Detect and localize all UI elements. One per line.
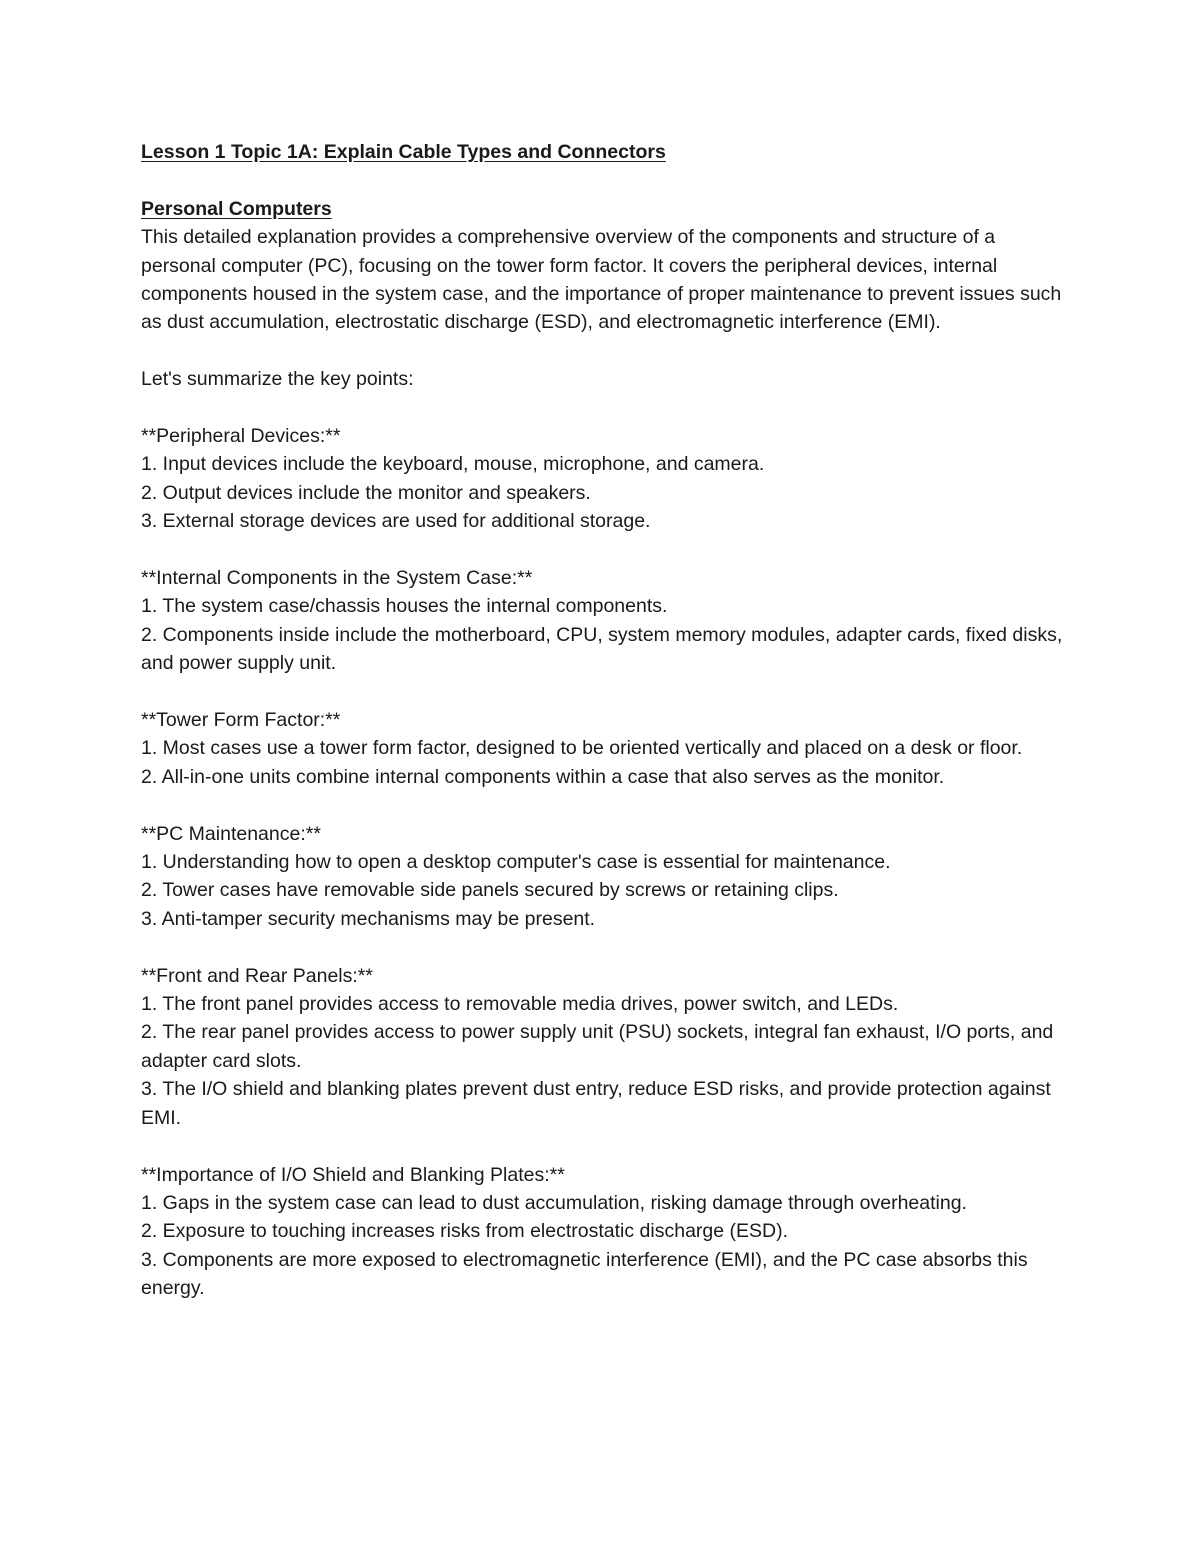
list-item: 2. Exposure to touching increases risks from electrostatic discharge (ESD). [141, 1220, 789, 1243]
intro-paragraph: This detailed explanation provides a comprehensive overview of the components and structure of a personal computer (PC), focusing on the tower form factor. It covers the peripheral devices, internal components housed in the system case, and the importance of proper maintenance to prevent issues such as dust accumulation, electrostatic discharge (ESD), and electromagnetic interference (EMI). [141, 226, 1062, 334]
list-item: 2. Components inside include the motherboard, CPU, system memory modules, adapter cards, fixed disks, and power supply unit. [141, 623, 1063, 675]
list-item: 1. Gaps in the system case can lead to dust accumulation, risking damage through overheating. [141, 1191, 967, 1214]
summary-section [141, 820, 1066, 934]
list-item: 2. Tower cases have removable side panels secured by screws or retaining clips. [141, 879, 839, 902]
document-page [141, 138, 1066, 1303]
summary-section [141, 1161, 1066, 1303]
summary-section [141, 422, 1066, 536]
list-item: 1. The system case/chassis houses the internal components. [141, 595, 668, 618]
list-item: 2. All-in-one units combine internal components within a case that also serves as the monitor. [141, 765, 945, 788]
summary-section-title: **PC Maintenance:** [141, 822, 321, 845]
list-item: 1. Most cases use a tower form factor, designed to be oriented vertically and placed on a desk or floor. [141, 737, 1023, 760]
summary-section-title: **Importance of I/O Shield and Blanking Plates:** [141, 1163, 565, 1186]
list-item: 3. External storage devices are used for additional storage. [141, 510, 651, 533]
summary-section [141, 962, 1066, 1132]
list-item: 3. Components are more exposed to electromagnetic interference (EMI), and the PC case absorbs this energy. [141, 1248, 1028, 1300]
list-item: 1. The front panel provides access to removable media drives, power switch, and LEDs. [141, 993, 899, 1016]
summary-section [141, 564, 1066, 678]
summary-section-title: **Peripheral Devices:** [141, 425, 341, 448]
spacer [141, 1132, 1066, 1160]
spacer [141, 933, 1066, 961]
section-heading: Personal Computers [141, 197, 332, 220]
summary-section-title: **Tower Form Factor:** [141, 709, 341, 732]
list-item: 1. Understanding how to open a desktop computer's case is essential for maintenance. [141, 851, 891, 874]
spacer [141, 536, 1066, 564]
document-title: Lesson 1 Topic 1A: Explain Cable Types and Connectors [141, 141, 666, 163]
summary-lead: Let's summarize the key points: [141, 368, 414, 391]
list-item: 1. Input devices include the keyboard, mouse, microphone, and camera. [141, 453, 765, 476]
summary-section-title: **Internal Components in the System Case:** [141, 567, 533, 590]
summary-section [141, 706, 1066, 791]
summary-blocks [141, 394, 1066, 1303]
spacer [141, 791, 1066, 819]
spacer [141, 394, 1066, 422]
list-item: 3. The I/O shield and blanking plates prevent dust entry, reduce ESD risks, and provide protection against EMI. [141, 1078, 1051, 1129]
list-item: 2. Output devices include the monitor and speakers. [141, 481, 591, 504]
list-item: 2. The rear panel provides access to power supply unit (PSU) sockets, integral fan exhaust, I/O ports, and adapter card slots. [141, 1021, 1054, 1072]
summary-section-title: **Front and Rear Panels:** [141, 964, 373, 987]
list-item: 3. Anti-tamper security mechanisms may be present. [141, 907, 596, 930]
spacer [141, 337, 1066, 365]
spacer [141, 678, 1066, 706]
